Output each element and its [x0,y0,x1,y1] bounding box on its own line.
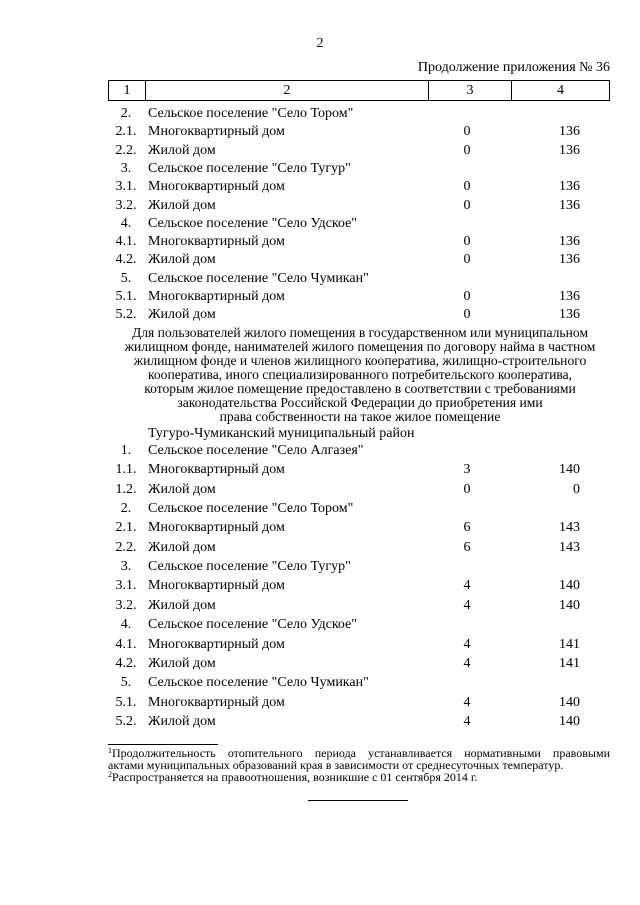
row-number: 5.1. [115,289,137,304]
row-number: 3. [120,160,132,176]
row-value-4: 140 [559,597,580,613]
row-number: 2.1. [115,520,137,536]
row-name: Многоквартирный дом [148,234,285,250]
row-value-3: 0 [463,179,471,195]
table-row [108,540,610,559]
note-line: законодательства Российской Федерации до приобретения ими [177,395,543,410]
row-value-4: 140 [559,462,580,478]
row-number: 4.1. [115,636,137,652]
row-value-3: 4 [463,655,471,671]
row-number: 3. [120,559,132,575]
row-value-4: 140 [559,578,580,594]
row-value-3: 0 [463,289,471,304]
table-row [108,598,610,617]
row-value-4: 136 [559,197,580,213]
row-name: Сельское поселение "Село Удское" [148,215,358,231]
row-value-3: 0 [463,252,471,268]
row-name: Сельское поселение "Село Тугур" [148,160,351,176]
row-value-3: 0 [463,307,471,323]
row-number: 2. [120,501,132,517]
row-name: Сельское поселение "Село Алгазея" [148,443,364,458]
note-line: жилищном фонде и членов жилищного кооператива, жилищно-строительного [133,353,587,368]
row-number: 4.2. [115,655,137,671]
row-value-4: 143 [559,539,580,555]
row-value-4: 141 [559,636,580,652]
row-value-4: 140 [559,694,580,710]
table-row [108,520,610,539]
row-value-3: 0 [463,124,471,140]
table-row [108,143,610,162]
row-value-3: 6 [463,539,471,555]
row-name: Сельское поселение "Село Тугур" [148,559,351,575]
note-line: жилищном фонде, нанимателей жилого помещения по договору найма в частном [124,339,596,354]
table-row [108,578,610,597]
table-row [108,198,610,217]
row-name: Сельское поселение "Село Удское" [148,617,358,633]
row-name: Многоквартирный дом [148,578,285,594]
row-value-4: 136 [559,124,580,140]
row-number: 4. [120,215,132,231]
row-name: Жилой дом [148,142,216,158]
row-value-3: 4 [463,636,471,652]
table-row [108,216,610,235]
row-value-4: 0 [573,481,580,497]
table-row [108,559,610,578]
table-header [108,80,610,101]
row-name: Жилой дом [148,597,216,613]
footnote-divider [108,744,218,745]
table-row [108,443,610,462]
row-number: 1.2. [115,481,137,497]
row-number: 5.2. [115,307,137,323]
table-row [108,271,610,290]
footnote-2-text: Распространяется на правоотношения, возникшие с 01 сентября 2014 г. [112,770,478,784]
note-line: Для пользователей жилого помещения в государственном или муниципальном [131,325,589,340]
row-number: 2. [120,106,132,121]
row-number: 3.2. [115,597,137,613]
row-name: Жилой дом [148,481,216,497]
table-row [108,482,610,501]
note-line: кооператива, иного специализированного потребительского кооператива, [147,367,573,382]
end-divider [308,800,408,801]
row-value-3: 4 [463,578,471,594]
continuation-label: Продолжение приложения № 36 [417,60,610,75]
table-row [108,161,610,180]
row-name: Многоквартирный дом [148,462,285,478]
row-name: Многоквартирный дом [148,694,285,710]
row-number: 3.2. [115,197,137,213]
row-name: Сельское поселение "Село Чумикан" [148,675,369,691]
row-name: Многоквартирный дом [148,124,285,140]
row-name: Многоквартирный дом [148,636,285,652]
row-name: Сельское поселение "Село Тором" [148,106,354,121]
row-value-4: 136 [559,179,580,195]
table-row [108,234,610,253]
row-name: Жилой дом [148,197,216,213]
row-number: 4.1. [115,234,137,250]
table-row [108,695,610,714]
table-row [108,179,610,198]
table-row [108,252,610,271]
row-name: Многоквартирный дом [148,289,285,304]
row-value-3: 6 [463,520,471,536]
district-name: Тугуро-Чумиканский муниципальный район [148,426,415,441]
row-value-3: 0 [463,142,471,158]
table-row [108,675,610,694]
row-number: 3.1. [115,179,137,195]
table-row [108,637,610,656]
footnote-1-line1: Продолжительность отопительного периода устанавливается нормативными правовыми [112,746,610,760]
row-value-4: 140 [559,713,580,729]
row-value-4: 136 [559,307,580,323]
row-number: 5.2. [115,713,137,729]
row-name: Жилой дом [148,252,216,268]
row-value-4: 136 [559,142,580,158]
note-line: права собственности на такое жилое помещение [219,409,501,424]
row-value-4: 141 [559,655,580,671]
row-number: 3.1. [115,578,137,594]
header-col-4: 4 [511,81,609,100]
footnote-1-mark: 1 [108,746,112,755]
row-value-4: 136 [559,234,580,250]
header-col-1: 1 [123,82,131,98]
table-row [108,462,610,481]
row-value-3: 0 [463,481,471,497]
row-value-4: 143 [559,520,580,536]
table-row [108,617,610,636]
row-value-3: 4 [463,597,471,613]
table-row [108,106,610,125]
table-row [108,501,610,520]
row-value-3: 3 [463,462,471,478]
table-row [108,714,610,733]
row-number: 1. [120,443,132,458]
row-name: Сельское поселение "Село Чумикан" [148,270,369,286]
row-value-3: 0 [463,234,471,250]
row-name: Жилой дом [148,307,216,323]
row-number: 5.1. [115,694,137,710]
table-row [108,124,610,143]
page-number: 2 [316,36,324,51]
row-name: Многоквартирный дом [148,520,285,536]
footnote-2-mark: 2 [108,770,112,779]
row-value-4: 136 [559,252,580,268]
header-col-2: 2 [145,81,428,100]
row-number: 2.2. [115,539,137,555]
row-number: 5. [120,270,132,286]
row-number: 4. [120,617,132,633]
row-number: 5. [120,675,132,691]
row-number: 2.2. [115,142,137,158]
footnote-1-line2: актами муниципальных образований края в зависимости от среднесуточных температур. [108,758,564,772]
row-name: Жилой дом [148,713,216,729]
table-row [108,656,610,675]
row-number: 1.1. [115,462,137,478]
row-value-3: 4 [463,694,471,710]
row-name: Жилой дом [148,655,216,671]
row-number: 2.1. [115,124,137,140]
footnote-2 [108,771,610,783]
row-value-3: 0 [463,197,471,213]
row-value-4: 136 [559,289,580,304]
row-name: Многоквартирный дом [148,179,285,195]
row-name: Сельское поселение "Село Тором" [148,501,354,517]
row-number: 4.2. [115,252,137,268]
consumer-category-note [100,326,620,424]
header-col-3: 3 [428,81,511,100]
note-line: которым жилое помещение предоставлено в соответствии с требованиями [144,381,576,396]
row-value-3: 4 [463,713,471,729]
row-name: Жилой дом [148,539,216,555]
table-row [108,307,610,326]
table-row [108,289,610,308]
